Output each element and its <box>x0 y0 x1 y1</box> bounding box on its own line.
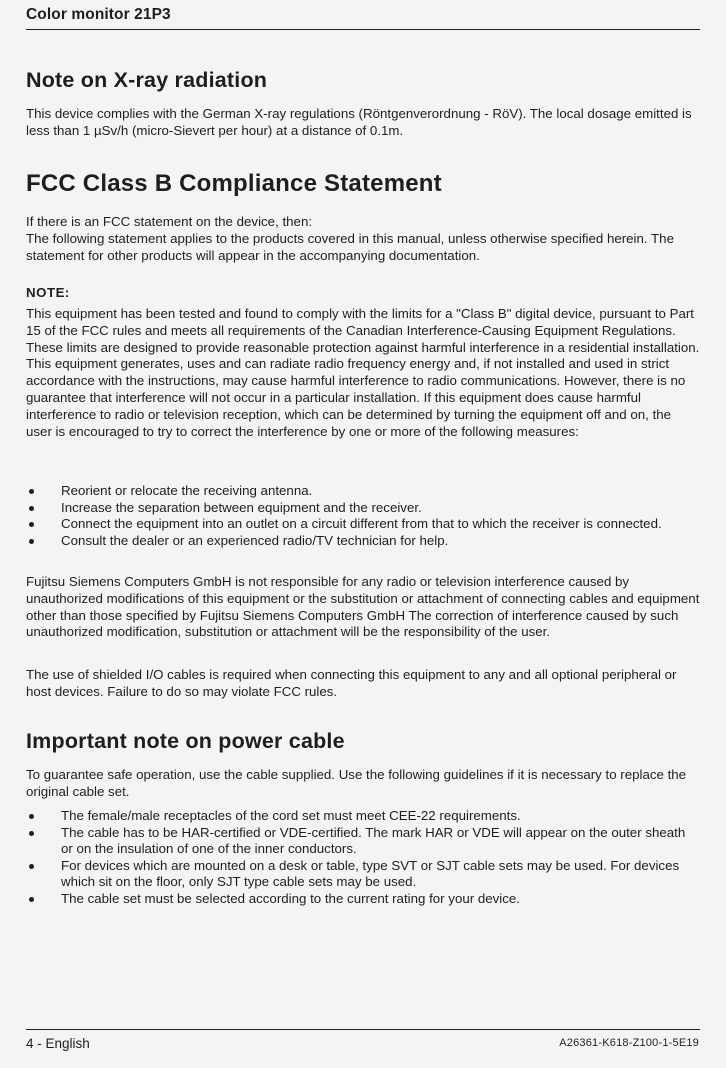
xray-heading: Note on X-ray radiation <box>26 68 268 92</box>
power-cable-heading: Important note on power cable <box>26 729 345 753</box>
list-item: The cable set must be selected according to the current rating for your device. <box>26 891 700 908</box>
header-rule <box>26 29 700 30</box>
shielded-cables-text: The use of shielded I/O cables is required when connecting this equipment to any and all optional peripheral or host devices. Failure to do so may violate FCC rules. <box>26 667 677 699</box>
fcc-intro-line2: The following statement applies to the products covered in this manual, unless otherwise specified herein. The statement for other products will appear in the accompanying documentation. <box>26 231 674 263</box>
document-id: A26361-K618-Z100-1-5E19 <box>559 1037 699 1049</box>
list-item: For devices which are mounted on a desk or table, type SVT or SJT cable sets may be used. For devices which sit on the floor, only SJT type cable sets may be used. <box>26 858 700 891</box>
note-text: This equipment has been tested and found to comply with the limits for a "Class B" digital device, pursuant to Part 15 of the FCC rules and meets all requirements of the Canadian Interference-Causing Equipment Regulations. These limits are designed to provide reasonable protection against harmful interference in a residential installation. This equipment generates, uses and can radiate radio frequency energy and, if not installed and used in strict accordance with the instructions, may cause harmful interference to radio communications. However, there is no guarantee that interference will not occur in a particular installation. If this equipment does cause harmful interference to radio or television reception, which can be determined by turning the equipment off and on, the user is encouraged to try to correct the interference by one or more of the following measures: <box>26 306 700 439</box>
note-label: NOTE: <box>26 285 70 300</box>
list-item: Increase the separation between equipment and the receiver. <box>26 500 700 517</box>
fcc-heading: FCC Class B Compliance Statement <box>26 170 442 197</box>
list-item: Reorient or relocate the receiving antenna. <box>26 483 700 500</box>
power-cable-guidelines-list <box>26 808 700 908</box>
interference-measures-list <box>26 483 700 549</box>
footer-rule <box>26 1029 700 1030</box>
running-header-title: Color monitor 21P3 <box>26 6 171 23</box>
power-cable-intro: To guarantee safe operation, use the cable supplied. Use the following guidelines if it is necessary to replace the original cable set. <box>26 767 687 799</box>
list-item: The cable has to be HAR-certified or VDE-certified. The mark HAR or VDE will appear on the outer sheath or on the insulation of one of the inner conductors. <box>26 825 700 858</box>
list-item: Consult the dealer or an experienced radio/TV technician for help. <box>26 533 700 550</box>
list-item: Connect the equipment into an outlet on a circuit different from that to which the receiver is connected. <box>26 516 700 533</box>
liability-text: Fujitsu Siemens Computers GmbH is not responsible for any radio or television interference caused by unauthorized modifications of this equipment or the substitution or attachment of connecting cables and equipment other than those specified by Fujitsu Siemens Computers GmbH The correction of interference caused by such unauthorized modification, substitution or attachment will be the responsibility of the user. <box>26 574 700 640</box>
page-number: 4 - English <box>26 1036 90 1051</box>
xray-text: This device complies with the German X-ray regulations (Röntgenverordnung - RöV). The local dosage emitted is less than 1 µSv/h (micro-Sievert per hour) at a distance of 0.1m. <box>26 106 692 138</box>
fcc-intro-line1: If there is an FCC statement on the device, then: <box>26 214 313 229</box>
list-item: The female/male receptacles of the cord set must meet CEE-22 requirements. <box>26 808 700 825</box>
